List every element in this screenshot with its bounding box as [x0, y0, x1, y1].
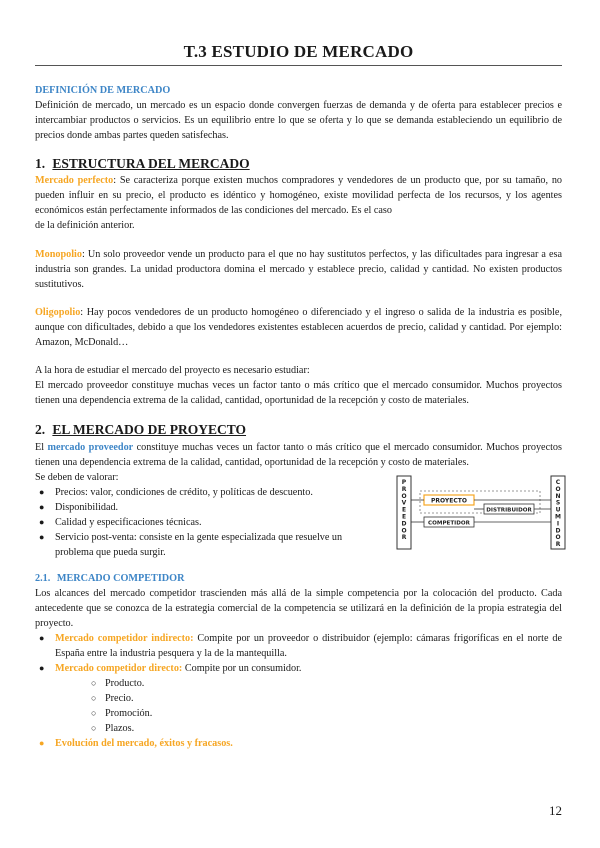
circle-bullet-icon: ○ [91, 693, 97, 703]
intro-term: mercado proveedor [47, 442, 134, 453]
list-item: ● Mercado competidor directo: Compite por un consumidor. [39, 663, 302, 674]
estudiar-line1: A la hora de estudiar el mercado del proyecto es necesario estudiar: [35, 365, 310, 376]
perfecto-term: Mercado perfecto [35, 175, 114, 186]
bullet-icon: ● [39, 663, 45, 673]
list-item: ● Evolución del mercado, éxitos y fracasos. [39, 738, 233, 749]
market-diagram [396, 475, 566, 551]
section21-text: Los alcances del mercado competidor trascienden más allá de la simple competencia por la colocación del producto. Cada antecedente que se conozca de la estrategia comercial de la competencia se utilizará en la definición de la propia estrategia del proyecto. [35, 588, 562, 629]
market-diagram-svg [396, 475, 566, 551]
definicion-block [35, 83, 562, 143]
bullet-icon: ● [39, 532, 45, 542]
monopolio-term: Monopolio [35, 249, 82, 260]
perfecto-text: : Se caracteriza porque existen muchos compradores y vendedores de un producto que, por su tamaño, no pueden influir en su precio, el producto es idéntico y homogéneo, existe movilidad perfecta de los recursos, y los agentes económicos están perfectamente informados de las condiciones del mercado. Es el caso [35, 175, 563, 216]
distribuidor-label: DISTRIBUIDOR [486, 507, 532, 514]
circle-bullet-icon: ○ [91, 678, 97, 688]
proveedor-label: P R O V E E D O R [401, 479, 407, 542]
bullet-icon: ● [39, 487, 45, 497]
circle-bullet-icon: ○ [91, 708, 97, 718]
section1-title: ESTRUCTURA DEL MERCADO [52, 156, 250, 171]
bullet-icon: ● [39, 517, 45, 527]
list-item: ● Disponibilidad. [39, 502, 119, 513]
monopolio-text: : Un solo proveedor vende un producto para el que no hay sustitutos perfectos, y las dificultades para ingresar a esa industria son grandes. La unidad productora domina el mercado y establece precio, calidad y cantidad. No existen productos sustitutivos. [35, 249, 562, 290]
section21-number: 2.1. [35, 573, 51, 584]
competidor-list [35, 631, 562, 676]
section2-intro [35, 440, 562, 470]
valorar-block [35, 470, 390, 560]
title-rule [35, 65, 562, 66]
bullet-icon: ● [39, 502, 45, 512]
oligopolio-text: : Hay pocos vendedores de un producto homogéneo o diferenciado y el ingreso o salida de la industria es posible, aunque con dificultades, debido a que los vendedores existentes establecen acuerdos de precio, calidad y cantidad. Por ejemplo: Amazon, McDonald… [35, 307, 562, 348]
competidor-block [35, 631, 562, 751]
section2-heading [35, 422, 246, 438]
oligopolio-term: Oligopolio [35, 307, 81, 318]
section21-title: MERCADO COMPETIDOR [56, 573, 185, 584]
consumidor-label: C O N S U M I D O R [555, 479, 561, 549]
section2-number: 2. [35, 422, 46, 437]
intro-text: constituye muchas veces un factor tanto o más crítico que el mercado consumidor. Muchos proyectos tienen una dependencia extrema de la calidad, cantidad, oportunidad de la recepción y costo de materiales. [35, 442, 562, 468]
list-item: ● Servicio post-venta: consiste en la gente especializada que resuelve un problema que pueda surgir. [39, 532, 343, 558]
list-item: ● Mercado competidor indirecto: Compite por un proveedor o distribuidor (ejemplo: cámaras frigoríficas en el norte de España entre la industria pesquera y la de la mantequilla. [39, 633, 563, 659]
bullet-icon: ● [39, 633, 45, 643]
estudiar-line2: El mercado proveedor constituye muchas veces un factor tanto o más crítico que el mercado consumidor. Muchos proyectos tienen una dependencia extrema de la calidad, cantidad, oportunidad de la recepción y costo de materiales. [35, 380, 562, 406]
page-number: 12 [549, 803, 562, 818]
list-item: ○ Plazos. [91, 723, 135, 734]
list-item: ○ Precio. [91, 693, 134, 704]
list-item: ● Precios: valor, condiciones de crédito, y políticas de descuento. [39, 487, 313, 498]
estudiar-paragraph [35, 363, 562, 408]
directo-sublist [35, 676, 562, 736]
competidor-label: COMPETIDOR [428, 520, 470, 527]
section1-number: 1. [35, 156, 46, 171]
section21-heading [35, 571, 562, 586]
oligopolio-paragraph [35, 305, 562, 350]
evolucion-list [35, 736, 562, 751]
proyecto-label: PROYECTO [431, 497, 467, 505]
definicion-text: Definición de mercado, un mercado es un espacio donde convergen fuerzas de demanda y de oferta para establecer precios e intercambiar productos o servicios. Es un equilibrio entre lo que se oferta y lo que se demanda estableciendo un equilibrio de precios donde ambas partes queden satisfechas. [35, 100, 562, 141]
definicion-heading: DEFINICIÓN DE MERCADO [35, 85, 171, 96]
valorar-label: Se deben de valorar: [35, 472, 119, 483]
list-item: ○ Producto. [91, 678, 145, 689]
section1-heading [35, 156, 250, 172]
perfecto-paragraph [35, 173, 562, 233]
section2-title: EL MERCADO DE PROYECTO [52, 422, 247, 437]
intro-pre: El [35, 442, 48, 453]
monopolio-paragraph [35, 247, 562, 292]
page-title: T.3 ESTUDIO DE MERCADO [183, 42, 414, 61]
bullet-icon: ● [39, 738, 45, 748]
perfecto-text2: de la definición anterior. [35, 220, 135, 231]
list-item: ● Calidad y especificaciones técnicas. [39, 517, 202, 528]
valorar-list [35, 485, 390, 560]
list-item: ○ Promoción. [91, 708, 153, 719]
circle-bullet-icon: ○ [91, 723, 97, 733]
